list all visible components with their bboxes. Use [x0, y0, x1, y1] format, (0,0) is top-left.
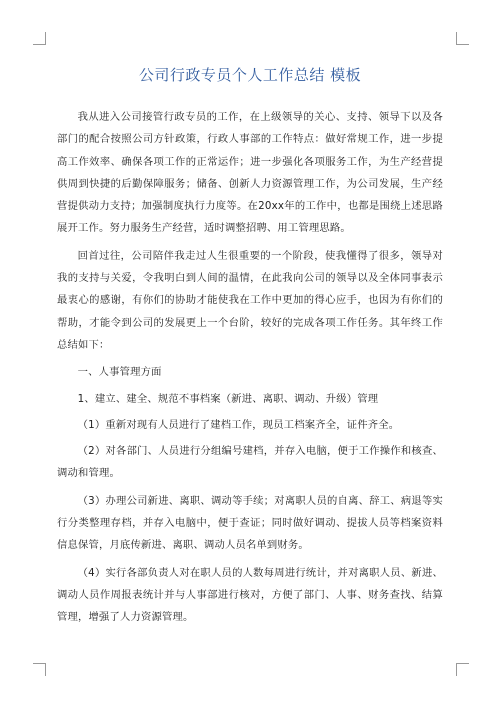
document-body [57, 106, 443, 629]
paragraph-review: 回首过往，公司陪伴我走过人生很重要的一个阶段，使我懂得了很多，领导对我的支持与关爱，令我明白到人间的温情，在此我向公司的领导以及全体同事表示最衷心的感谢，有你们的协助才能使我在工作中更加的得心应手，也因为有你们的帮助，才能令到公司的发展更上一个台阶，较好的完成各项工作任务。其年终工作总结如下： [57, 249, 443, 351]
subsection-heading-records: 1、建立、建全、规范不事档案（新进、离职、调动、升级）管理 [77, 392, 379, 405]
section-heading-personnel: 一、人事管理方面 [77, 366, 162, 379]
crop-mark-top-right [456, 32, 469, 45]
document-title: 公司行政专员个人工作总结 模板 [138, 66, 362, 84]
crop-mark-bottom-left [33, 663, 46, 676]
list-item-2: （2）对各部门、人员进行分组编号建档，并存入电脑，便于工作操作和核查、调动和管理。 [57, 445, 443, 480]
crop-mark-top-left [33, 32, 46, 45]
paragraph-intro: 我从进入公司接管行政专员的工作，在上级领导的关心、支持、领导下以及各部门的配合按照公司方针政策，行政人事部的工作特点：做好常规工作，进一步提高工作效率、确保各项工作的正常运作；进一步强化各项服务工作，为生产经营提供周到快捷的后勤保障服务；储备、创新人力资源管理工作，为公司发展，生产经营提供动力支持；加强制度执行力度等。在20xx年的工作中，也都是围绕上述思路展开工作。努力服务生产经营，适时调整招聘、用工管理思路。 [57, 111, 443, 235]
list-item-1: （1）重新对现有人员进行了建档工作，现员工档案齐全，证件齐全。 [77, 418, 400, 431]
document-page [57, 60, 443, 634]
list-item-3: （3）办理公司新进、离职、调动等手续；对离职人员的自离、辞工、病退等实行分类整理存档，并存入电脑中，便于查证；同时做好调动、提拔人员等档案资料信息保管，月底传新进、离职、调动人员名单到财务。 [57, 494, 443, 552]
crop-mark-bottom-right [456, 663, 469, 676]
list-item-4: （4）实行各部负责人对在职人员的人数每周进行统计，并对离职人员、新进、调动人员作周报表统计并与人事部进行核对，方便了部门、人事、财务查找、结算管理，增强了人力资源管理。 [57, 566, 443, 624]
